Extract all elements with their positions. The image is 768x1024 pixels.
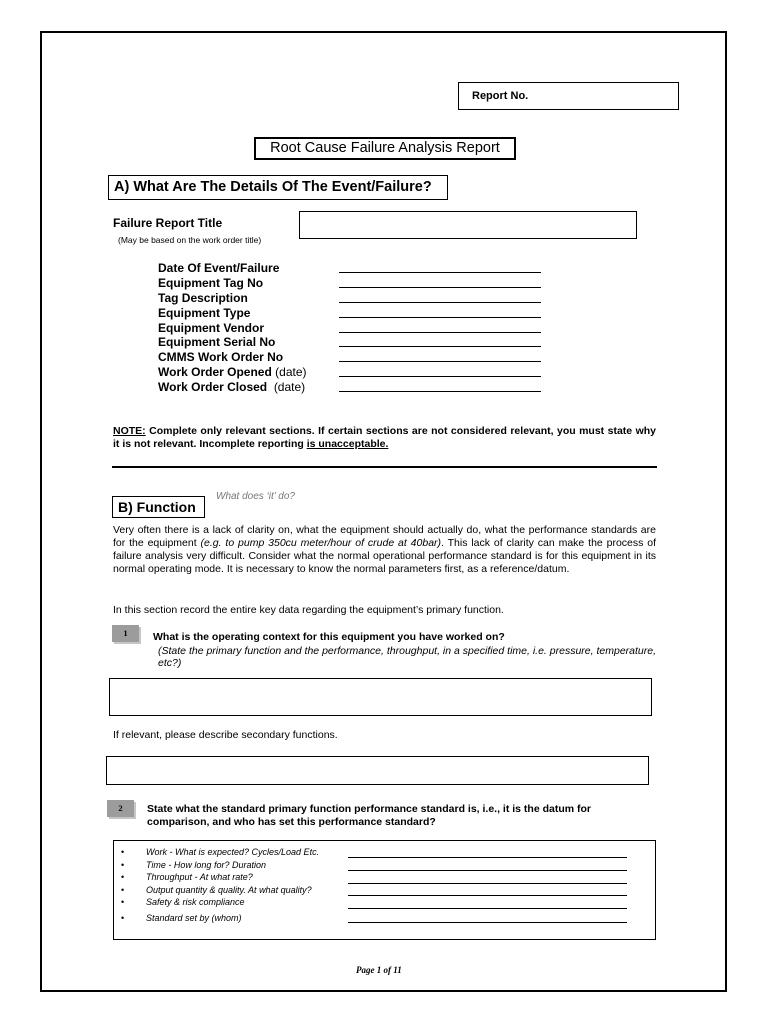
failure-report-title-note: (May be based on the work order title) bbox=[118, 235, 262, 245]
field-line-equipment-vendor[interactable] bbox=[339, 332, 541, 333]
section-b-subheading: What does ‘it’ do? bbox=[216, 491, 295, 502]
field-line-work-order-closed[interactable] bbox=[339, 391, 541, 392]
section-b-heading: B) Function bbox=[112, 496, 205, 518]
standard-line-output[interactable] bbox=[348, 895, 627, 896]
standard-item-time: • Time - How long for? Duration bbox=[121, 860, 266, 870]
standard-item-throughput: • Throughput - At what rate? bbox=[121, 872, 253, 882]
field-label-cmms-work-order: CMMS Work Order No bbox=[158, 350, 284, 364]
field-line-work-order-opened[interactable] bbox=[339, 376, 541, 377]
field-line-cmms-work-order[interactable] bbox=[339, 361, 541, 362]
function-record-paragraph: In this section record the entire key data regarding the equipment’s primary function. bbox=[113, 604, 504, 616]
field-label-date-of-event: Date Of Event/Failure bbox=[158, 261, 280, 275]
failure-report-title-label: Failure Report Title bbox=[113, 216, 223, 230]
field-line-date-of-event[interactable] bbox=[339, 272, 541, 273]
document-title: Root Cause Failure Analysis Report bbox=[254, 137, 516, 160]
note-emphasis: is unacceptable. bbox=[306, 438, 389, 450]
standard-item-safety: • Safety & risk compliance bbox=[121, 897, 245, 907]
report-number-field[interactable] bbox=[458, 82, 679, 110]
standard-item-set-by: • Standard set by (whom) bbox=[121, 913, 242, 923]
standard-item-output: • Output quantity & quality. At what quality? bbox=[121, 885, 312, 895]
standard-line-throughput[interactable] bbox=[348, 883, 627, 884]
note-paragraph bbox=[113, 425, 656, 451]
question-1-hint: (State the primary function and the performance, throughput, in a specified time, i.e. pressure, temperature, etc?) bbox=[158, 645, 656, 669]
field-label-equipment-type: Equipment Type bbox=[158, 306, 251, 320]
field-label-work-order-closed: Work Order Closed (date) bbox=[158, 380, 306, 394]
section-a-heading: A) What Are The Details Of The Event/Failure? bbox=[108, 175, 448, 200]
field-line-equipment-type[interactable] bbox=[339, 317, 541, 318]
secondary-functions-answer-box[interactable] bbox=[106, 756, 649, 785]
field-label-equipment-vendor: Equipment Vendor bbox=[158, 321, 265, 335]
question-1-text: What is the operating context for this equipment you have worked on? bbox=[153, 631, 505, 643]
standard-line-set-by[interactable] bbox=[348, 922, 627, 923]
secondary-functions-prompt: If relevant, please describe secondary functions. bbox=[113, 729, 338, 741]
note-text: Complete only relevant sections. If certain sections are not considered relevant, you must state why it is not relevant. Incomplete reporting bbox=[113, 425, 657, 450]
field-label-equipment-serial: Equipment Serial No bbox=[158, 335, 276, 349]
question-1-badge: 1 bbox=[112, 625, 139, 642]
question-2-badge: 2 bbox=[107, 800, 134, 817]
question-2-text: State what the standard primary function performance standard is, i.e., it is the datum for comparison, and who has set this performance standard? bbox=[147, 803, 591, 828]
question-1-answer-box[interactable] bbox=[109, 678, 652, 716]
field-line-tag-description[interactable] bbox=[339, 302, 541, 303]
page-number: Page 1 of 11 bbox=[356, 965, 402, 975]
standard-line-time[interactable] bbox=[348, 870, 627, 871]
field-label-equipment-tag: Equipment Tag No bbox=[158, 276, 264, 290]
field-label-tag-description: Tag Description bbox=[158, 291, 248, 305]
report-number-label: Report No. bbox=[472, 90, 529, 102]
field-line-equipment-serial[interactable] bbox=[339, 346, 541, 347]
field-label-work-order-opened: Work Order Opened (date) bbox=[158, 365, 307, 379]
standard-item-work: • Work - What is expected? Cycles/Load Etc. bbox=[121, 847, 320, 857]
failure-report-title-input[interactable] bbox=[299, 211, 637, 239]
field-line-equipment-tag[interactable] bbox=[339, 287, 541, 288]
standard-line-work[interactable] bbox=[348, 857, 627, 858]
note-label: NOTE: bbox=[113, 425, 146, 437]
standard-line-safety[interactable] bbox=[348, 908, 627, 909]
function-intro-paragraph: Very often there is a lack of clarity on, what the equipment should actually do, what the performance standards are for the equipment (e.g. to pump 350cu meter/hour of crude at 40bar). This lack of clarity can make the process of failure analysis very difficult. Consider what the normal operational performance standard is for this equipment in its normal operating mode. It is necessary to know the normal parameters first, as a reference/datum. bbox=[113, 524, 657, 575]
section-divider bbox=[112, 466, 657, 468]
